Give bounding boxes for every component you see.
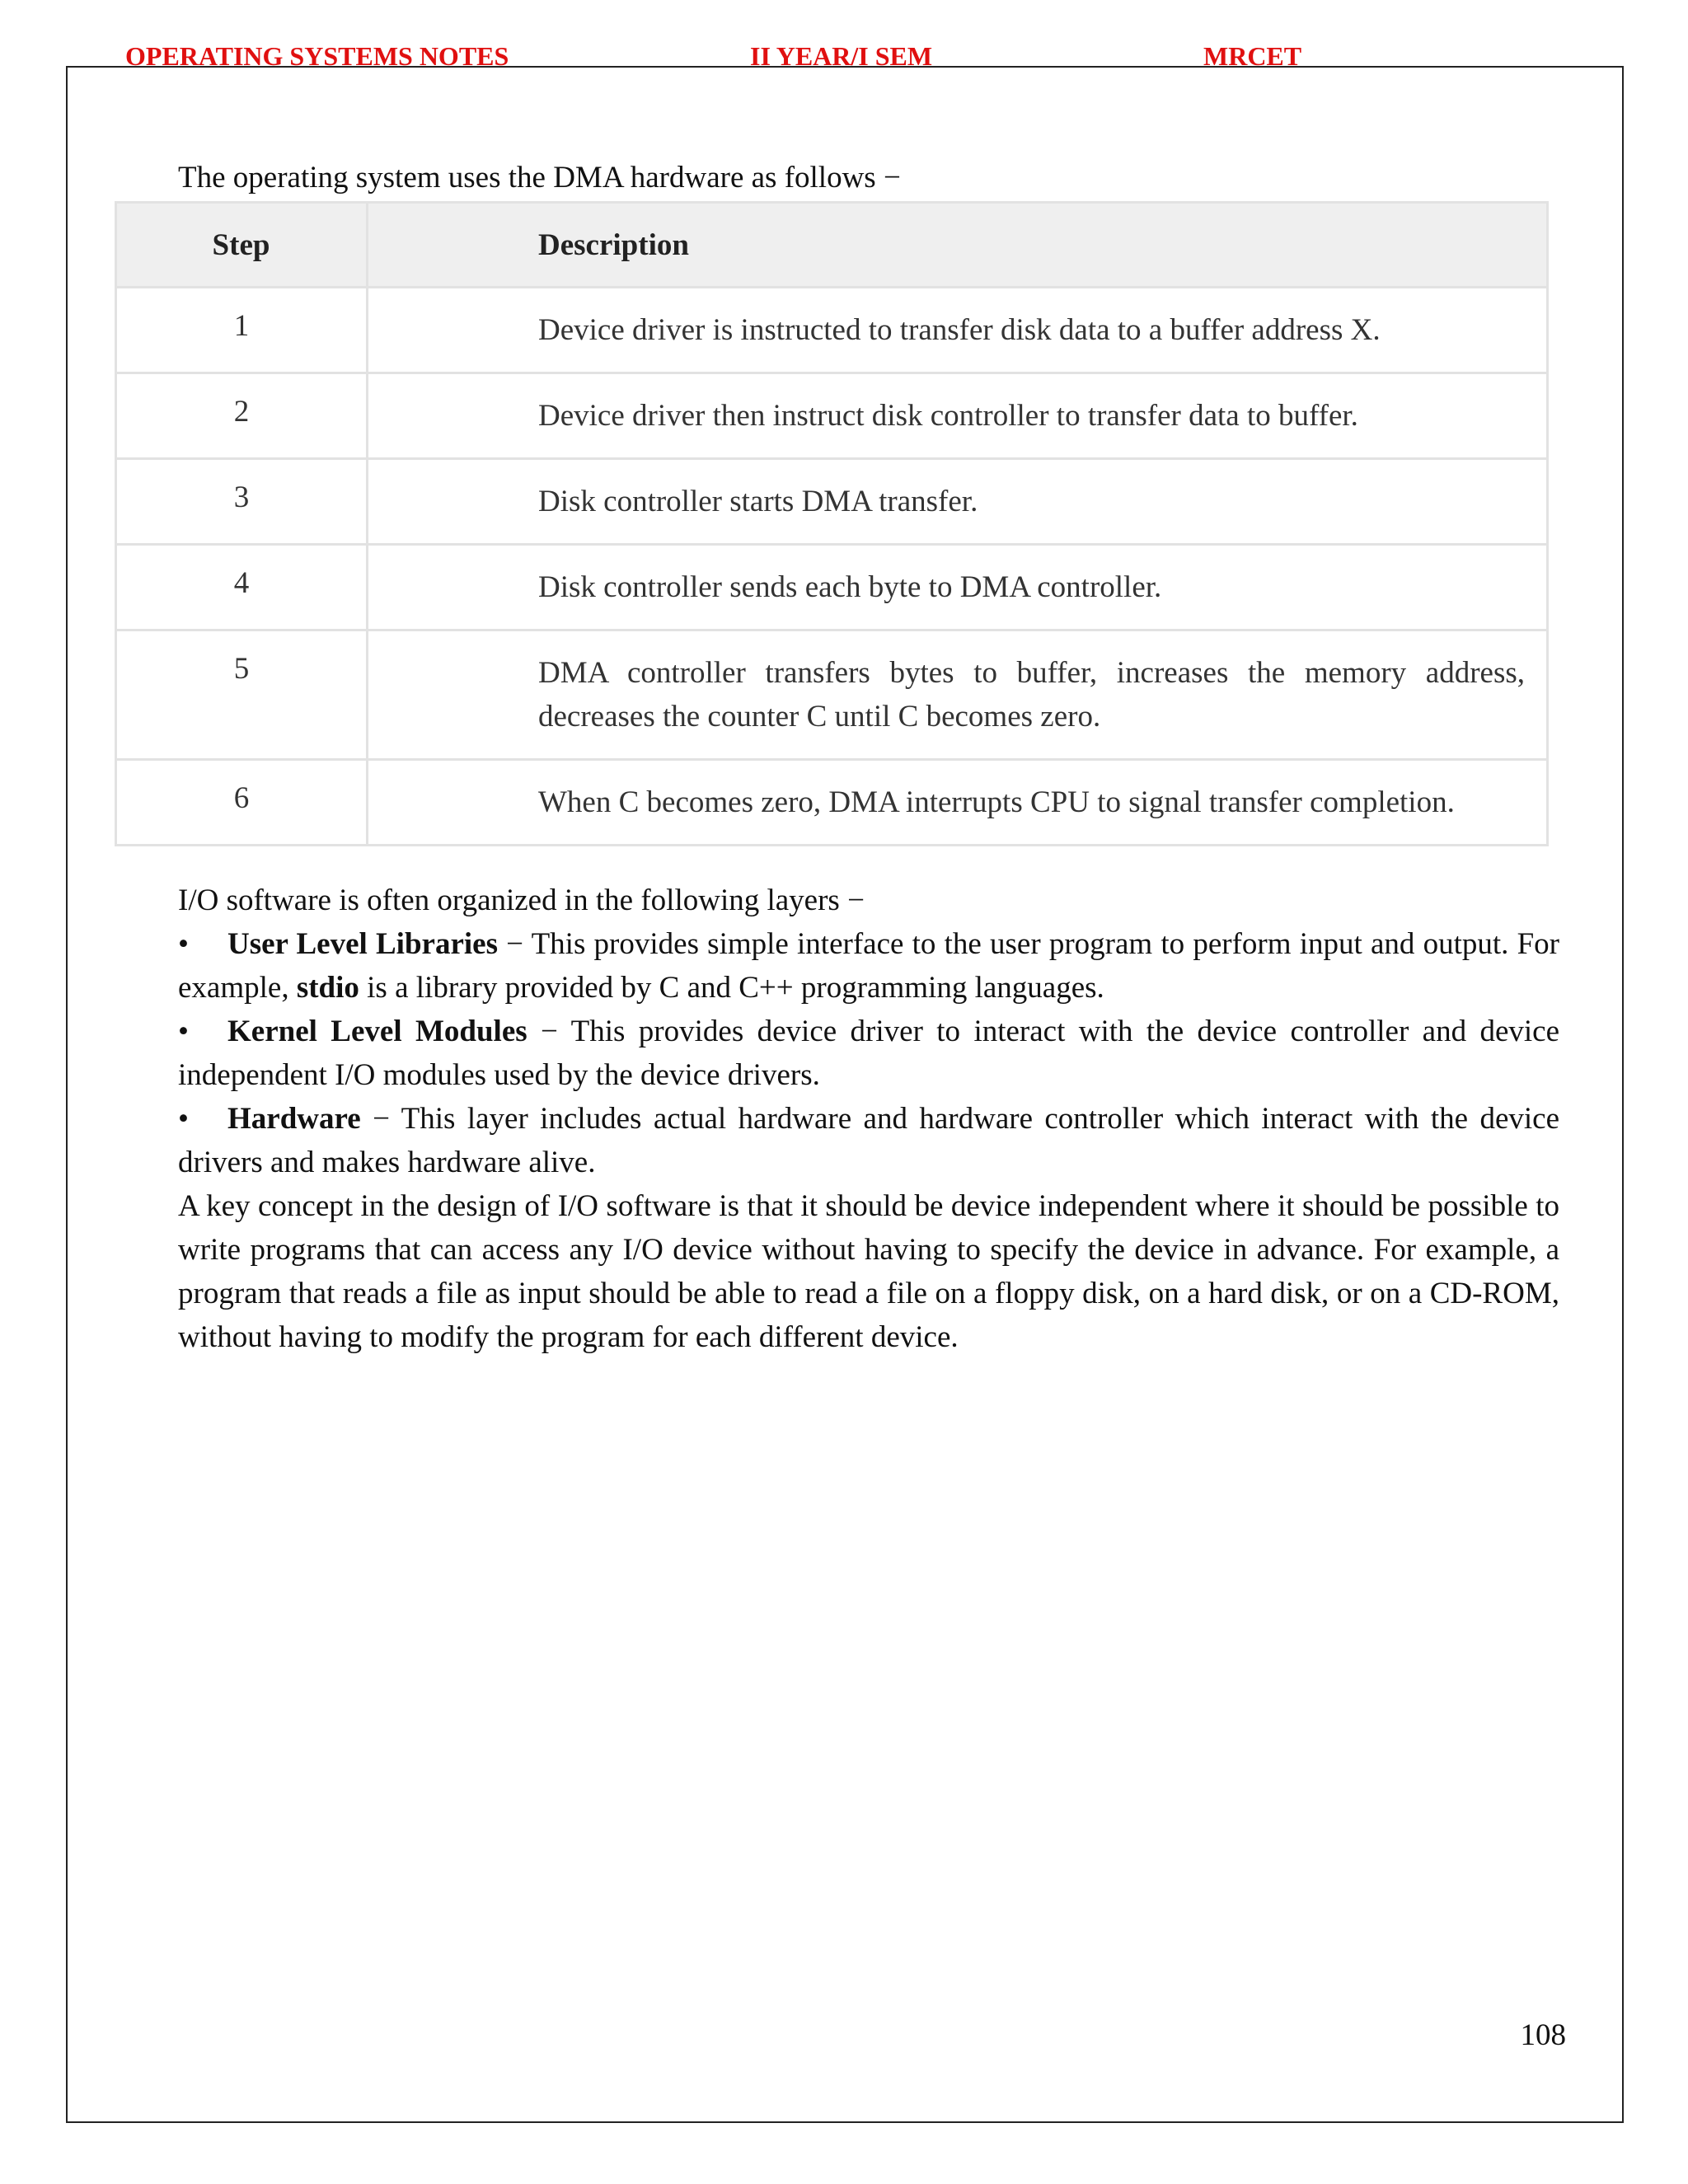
header-course-title: OPERATING SYSTEMS NOTES [125, 41, 509, 71]
table-row [116, 373, 1548, 459]
bullet-text: − This layer includes actual hardware and hardware controller which interact with the device drivers and makes hardware alive. [178, 1102, 1559, 1179]
column-header-step: Step [116, 203, 368, 288]
layers-intro: I/O software is often organized in the following layers − [178, 883, 865, 917]
step-number: 1 [116, 288, 368, 373]
bullet-text: − This provides simple interface to the user program to perform input and output. For example, [178, 927, 1559, 1005]
page-number: 108 [1520, 2018, 1566, 2052]
table-header-row [116, 203, 1548, 288]
step-description: When C becomes zero, DMA interrupts CPU to signal transfer completion. [368, 760, 1548, 846]
bullet-text: − This provides device driver to interact with the device controller and device independent I/O modules used by the device drivers. [178, 1015, 1560, 1092]
step-description: Device driver then instruct disk controller to transfer data to buffer. [368, 373, 1548, 459]
bullet-icon: • [178, 1102, 189, 1136]
table-row [116, 630, 1548, 760]
inline-code-term: stdio [296, 971, 359, 1005]
bullet-icon: • [178, 1015, 189, 1048]
step-description: Device driver is instructed to transfer disk data to a buffer address X. [368, 288, 1548, 373]
step-description: DMA controller transfers bytes to buffer, increases the memory address, decreases the counter C until C becomes zero. [368, 630, 1548, 760]
header-institution: MRCET [1203, 41, 1302, 71]
closing-paragraph: A key concept in the design of I/O software is that it should be device independent where it should be possible to write programs that can access any I/O device without having to specify the device in advance. For example, a program that reads a file as input should be able to read a file on a floppy disk, on a hard disk, or on a CD-ROM, without having to modify the program for each different device. [178, 1189, 1559, 1354]
step-description: Disk controller starts DMA transfer. [368, 459, 1548, 545]
list-item-user-level-libraries [178, 922, 1559, 1010]
bullet-text-continued: is a library provided by C and C++ programming languages. [359, 971, 1104, 1005]
table-intro: The operating system uses the DMA hardware as follows − [178, 161, 901, 194]
table-row [116, 459, 1548, 545]
table-row [116, 760, 1548, 846]
list-item-hardware [178, 1097, 1559, 1184]
bullet-icon: • [178, 927, 189, 961]
list-item-kernel-level-modules [178, 1010, 1559, 1097]
bullet-term: User Level Libraries [227, 927, 498, 961]
step-number: 4 [116, 545, 368, 630]
step-number: 3 [116, 459, 368, 545]
step-number: 2 [116, 373, 368, 459]
bullet-term: Kernel Level Modules [227, 1015, 528, 1048]
step-number: 5 [116, 630, 368, 760]
step-number: 6 [116, 760, 368, 846]
dma-steps-table [115, 201, 1549, 846]
step-description: Disk controller sends each byte to DMA controller. [368, 545, 1548, 630]
table-row [116, 288, 1548, 373]
column-header-description: Description [368, 203, 1548, 288]
bullet-term: Hardware [227, 1102, 361, 1136]
body-text [178, 879, 1559, 1359]
table-row [116, 545, 1548, 630]
header-year-semester: II YEAR/I SEM [750, 41, 933, 71]
